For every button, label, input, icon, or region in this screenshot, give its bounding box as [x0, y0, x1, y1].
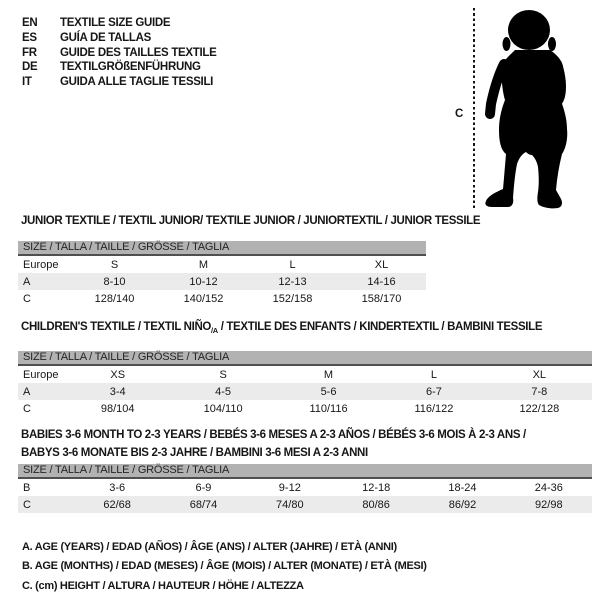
babies-table-title — [18, 426, 592, 462]
language-code: ES — [22, 31, 37, 44]
table-cell: 62/68 — [103, 498, 131, 511]
junior-size-header-bar: SIZE / TALLA / TAILLE / GRÖSSE / TAGLIA — [18, 241, 426, 256]
footnote-b: B. AGE (MONTHS) / EDAD (MESES) / ÂGE (MOIS) / ALTER (MONATE) / ETÀ (MESI) — [22, 560, 427, 573]
language-label: TEXTILE SIZE GUIDE — [60, 17, 171, 29]
table-cell: 152/158 — [272, 292, 313, 305]
language-label: GUIDE DES TAILLES TEXTILE — [60, 46, 217, 59]
table-cell: 6-7 — [425, 385, 442, 398]
measure-label-c: C — [455, 108, 464, 120]
babies-textile-table — [18, 426, 592, 513]
childrens-size-header-bar: SIZE / TALLA / TAILLE / GRÖSSE / TAGLIA — [18, 351, 592, 366]
footnote-c: C. (cm) HEIGHT / ALTURA / HAUTEUR / HÖHE / ALTEZZA — [22, 579, 304, 592]
table-cell: 3-6 — [109, 481, 126, 494]
table-cell: 9-12 — [278, 481, 301, 494]
table-cell: M — [198, 258, 209, 271]
language-label: TEXTILGRÖßENFÜHRUNG — [60, 61, 201, 74]
table-row — [18, 366, 592, 383]
table-row — [18, 479, 592, 496]
table-cell: 92/98 — [535, 498, 563, 511]
table-cell: 7-8 — [531, 385, 548, 398]
table-cell: XL — [532, 368, 547, 381]
row-label: C — [23, 498, 31, 511]
language-row-fr — [22, 46, 217, 61]
table-cell: 24-36 — [534, 481, 563, 494]
table-cell: 98/104 — [100, 402, 135, 415]
table-cell: 12-13 — [278, 275, 307, 288]
table-row — [18, 400, 592, 417]
height-measure-dotted-line — [473, 8, 475, 209]
row-label: C — [23, 292, 31, 305]
row-label: Europe — [23, 368, 59, 381]
language-list — [22, 16, 217, 90]
table-cell: 86/92 — [448, 498, 477, 511]
language-row-es — [22, 31, 217, 46]
table-cell: XL — [374, 258, 389, 271]
table-row — [18, 290, 426, 307]
title-part: / TEXTILE DES ENFANTS / KINDERTEXTIL / BAMBINI TESSILE — [217, 321, 543, 333]
language-label: GUÍA DE TALLAS — [60, 31, 151, 44]
table-cell: 158/170 — [361, 292, 402, 305]
childrens-textile-table — [18, 321, 592, 417]
table-cell: 5-6 — [320, 385, 337, 398]
table-cell: 10-12 — [189, 275, 218, 288]
table-cell: 4-5 — [215, 385, 232, 398]
row-label: Europe — [23, 258, 59, 271]
table-cell: 8-10 — [103, 275, 126, 288]
table-cell: 122/128 — [519, 402, 560, 415]
babies-size-header-bar: SIZE / TALLA / TAILLE / GRÖSSE / TAGLIA — [18, 464, 592, 479]
row-label: C — [23, 402, 31, 415]
table-cell: L — [289, 258, 296, 271]
language-code: DE — [22, 61, 38, 74]
language-code: IT — [22, 76, 32, 89]
table-cell: L — [430, 368, 437, 381]
table-cell: XS — [110, 368, 126, 381]
footnote-list — [22, 538, 427, 596]
row-label: A — [23, 275, 31, 288]
baby-silhouette — [482, 2, 574, 212]
table-row — [18, 496, 592, 513]
language-row-it — [22, 75, 217, 90]
junior-textile-table — [18, 215, 481, 307]
language-code: FR — [22, 46, 37, 59]
table-cell: 110/116 — [309, 402, 348, 415]
row-label: A — [23, 385, 31, 398]
table-cell: 6-9 — [195, 481, 212, 494]
table-row — [18, 273, 426, 290]
table-cell: 128/140 — [94, 292, 135, 305]
table-cell: 12-18 — [362, 481, 391, 494]
title-subscript: /A — [211, 326, 218, 335]
table-cell: 14-16 — [367, 275, 396, 288]
table-cell: 104/110 — [203, 402, 243, 415]
babies-title-line2: BABYS 3-6 MONATE BIS 2-3 JAHRE / BAMBINI 3-6 MESI A 2-3 ANNI — [21, 447, 368, 459]
junior-table-title: JUNIOR TEXTILE / TEXTIL JUNIOR/ TEXTILE JUNIOR / JUNIORTEXTIL / JUNIOR TESSILE — [21, 215, 481, 227]
table-cell: 18-24 — [448, 481, 477, 494]
language-row-en — [22, 16, 217, 31]
table-cell: 74/80 — [276, 498, 304, 511]
language-label: GUIDA ALLE TAGLIE TESSILI — [60, 76, 214, 89]
row-label: B — [23, 481, 31, 494]
babies-title-line1: BABIES 3-6 MONTH TO 2-3 YEARS / BEBÉS 3-6 MESES A 2-3 AÑOS / BÉBÉS 3-6 MOIS À 2-3 ANS / — [21, 429, 526, 441]
table-cell: 68/74 — [189, 498, 218, 511]
table-row — [18, 383, 592, 400]
language-row-de — [22, 60, 217, 75]
table-cell: 140/152 — [183, 292, 224, 305]
table-row — [18, 256, 426, 273]
childrens-table-title — [18, 321, 592, 337]
table-cell: S — [219, 368, 227, 381]
title-part: CHILDREN'S TEXTILE / TEXTIL NIÑO — [21, 321, 212, 333]
table-cell: M — [323, 368, 334, 381]
table-cell: 3-4 — [109, 385, 126, 398]
table-cell: 80/86 — [362, 498, 390, 511]
footnote-a: A. AGE (YEARS) / EDAD (AÑOS) / ÂGE (ANS) / ALTER (JAHRE) / ETÀ (ANNI) — [22, 541, 397, 553]
language-code: EN — [22, 17, 38, 29]
table-cell: S — [110, 258, 119, 271]
table-cell: 116/122 — [414, 402, 454, 415]
